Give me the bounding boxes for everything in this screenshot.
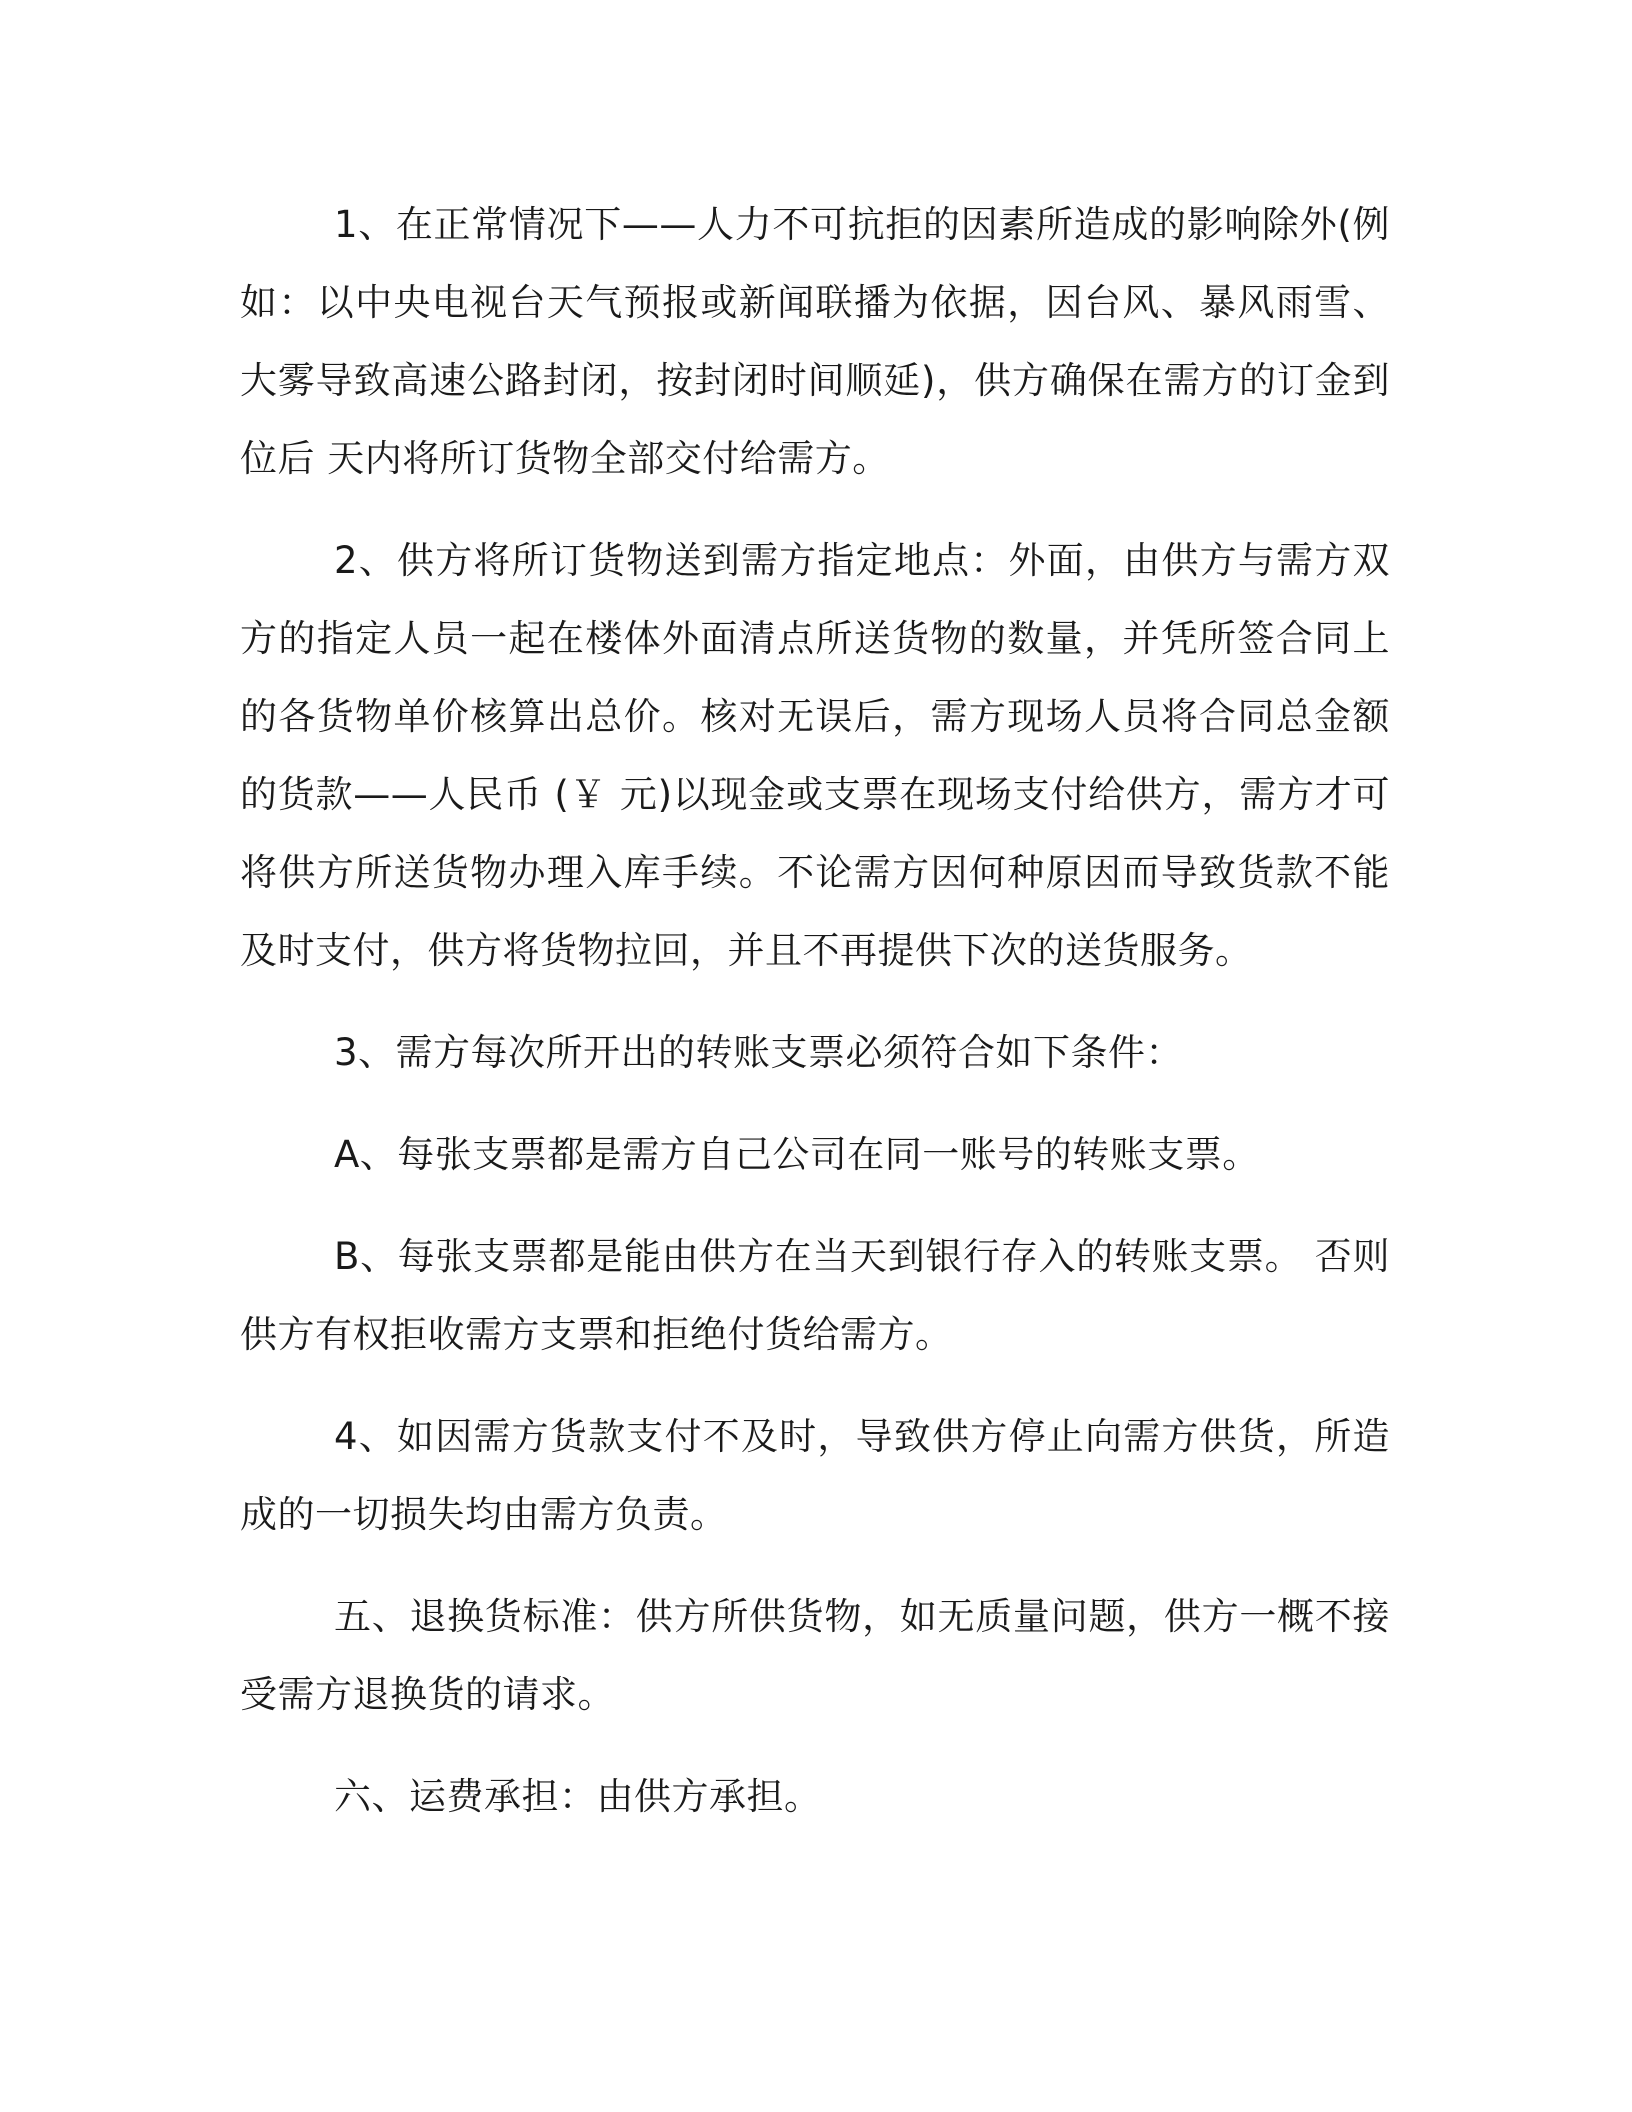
paragraph-condition-b: B、每张支票都是能由供方在当天到银行存入的转账支票。 否则供方有权拒收需方支票和拒绝付货给需方。 [240,1235,1390,1356]
paragraph-condition-a: A、每张支票都是需方自己公司在同一账号的转账支票。 [334,1133,1260,1176]
paragraph-check-conditions: 3、需方每次所开出的转账支票必须符合如下条件： [334,1031,1184,1074]
document-body [240,186,1390,1860]
paragraph-late-payment-liability: 4、如因需方货款支付不及时，导致供方停止向需方供货，所造成的一切损失均由需方负责。 [240,1415,1390,1536]
paragraph-return-policy: 五、退换货标准：供方所供货物，如无质量问题，供方一概不接受需方退换货的请求。 [240,1595,1390,1716]
paragraph-freight: 六、运费承担：由供方承担。 [334,1775,822,1818]
paragraph-delivery-location-payment: 2、供方将所订货物送到需方指定地点：外面，由供方与需方双方的指定人员一起在楼体外面清点所送货物的数量，并凭所签合同上的各货物单价核算出总价。核对无误后，需方现场人员将合同总金额的货款——人民币 (￥ 元)以现金或支票在现场支付给供方，需方才可将供方所送货物办理入库手续。不论需方因何种原因而导致货款不能及时支付，供方将货物拉回，并且不再提供下次的送货服务。 [240,539,1390,972]
paragraph-delivery-terms: 1、在正常情况下——人力不可抗拒的因素所造成的影响除外(例如：以中央电视台天气预报或新闻联播为依据，因台风、暴风雨雪、大雾导致高速公路封闭，按封闭时间顺延)，供方确保在需方的订金到位后 天内将所订货物全部交付给需方。 [240,203,1390,480]
